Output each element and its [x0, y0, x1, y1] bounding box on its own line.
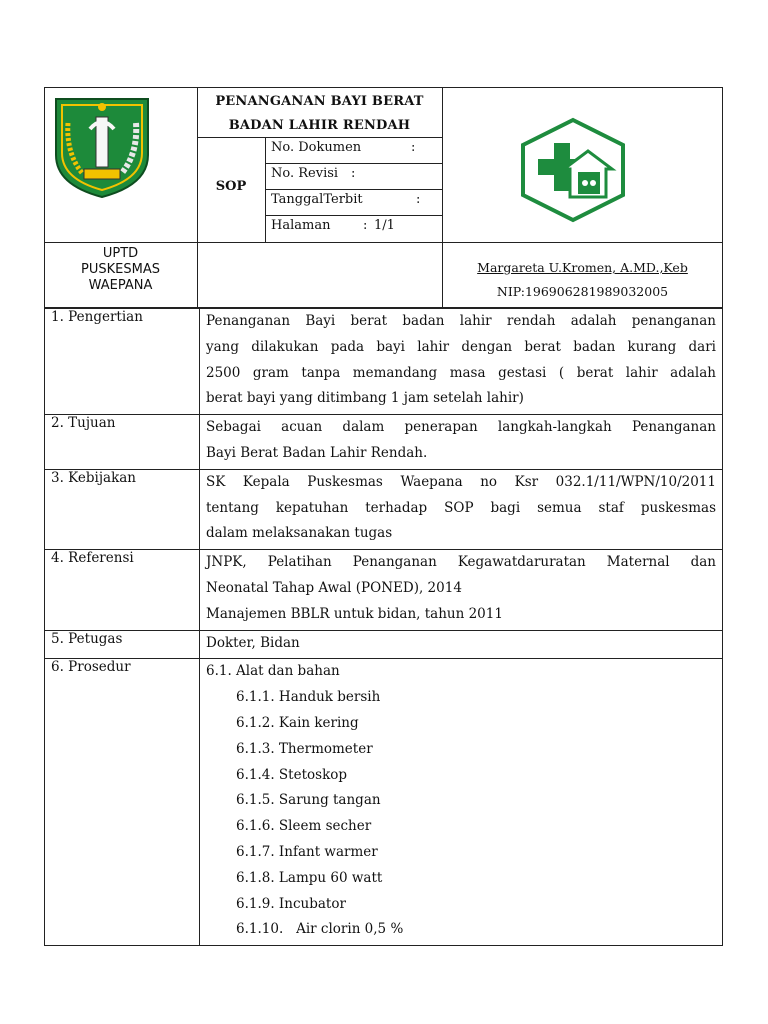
meta-no-revisi: [271, 166, 439, 181]
table-row: [45, 550, 723, 630]
unit-line-3: WAEPANA: [88, 278, 153, 293]
content-line: berat bayi yang ditimbang 1 jam setelah lahir): [206, 390, 524, 407]
meta-value: 1/1: [374, 218, 395, 233]
regency-crest-icon: [52, 93, 152, 201]
section-content: [200, 630, 723, 659]
content-line: SK Kepala Puskesmas Waepana no Ksr 032.1/11/WPN/10/2011: [206, 473, 716, 490]
table-row: [45, 309, 723, 415]
content-line: Dokter, Bidan: [206, 634, 300, 651]
meta-label: No. Revisi: [271, 166, 339, 181]
content-line: Manajemen BBLR untuk bidan, tahun 2011: [206, 605, 503, 622]
procedure-heading: 6.1. Alat dan bahan: [206, 663, 340, 680]
section-content: [200, 415, 723, 470]
table-row: [45, 469, 723, 549]
header-divider: [44, 242, 723, 243]
unit-name: [44, 246, 197, 294]
unit-line-2: PUSKESMAS: [81, 262, 160, 277]
procedure-item: 6.1.9. Incubator: [236, 895, 346, 912]
meta-sep: :: [416, 192, 421, 207]
section-label: 1. Pengertian: [45, 309, 200, 415]
signer-name: Margareta U.Kromen, A.MD.,Keb: [477, 260, 688, 275]
procedure-item: 6.1.2. Kain kering: [236, 714, 359, 731]
content-line: yang dilakukan pada bayi lahir dengan berat badan kurang dari: [206, 338, 716, 355]
content-line: JNPK, Pelatihan Penanganan Kegawatdaruratan Maternal dan: [206, 554, 716, 571]
table-row: [45, 659, 723, 946]
title-line-2: BADAN LAHIR RENDAH: [228, 118, 411, 133]
document-title: [197, 90, 442, 138]
meta-no-dokumen: [271, 140, 439, 155]
procedure-item: 6.1.5. Sarung tangan: [236, 792, 381, 809]
unit-line-1: UPTD: [102, 246, 139, 261]
meta-sep: :: [411, 140, 416, 155]
procedure-item: 6.1.10. Air clorin 0,5 %: [236, 921, 404, 938]
puskesmas-cross-icon: [520, 117, 626, 223]
sop-box-divider: [265, 137, 266, 243]
table-row: [45, 415, 723, 470]
header-border-top: [44, 87, 723, 88]
content-line: Sebagai acuan dalam penerapan langkah-langkah Penanganan: [206, 419, 716, 436]
meta-tanggal-terbit: [271, 192, 439, 207]
meta-halaman: [271, 218, 439, 233]
meta-label: Halaman: [271, 218, 331, 233]
meta-label: No. Dokumen: [271, 140, 362, 155]
section-content: [200, 550, 723, 630]
content-line: Neonatal Tahap Awal (PONED), 2014: [206, 579, 462, 596]
content-line: Bayi Berat Badan Lahir Rendah.: [206, 444, 428, 461]
section-label: 3. Kebijakan: [45, 469, 200, 549]
header-border-right: [722, 87, 723, 308]
section-label: 2. Tujuan: [45, 415, 200, 470]
sop-content-table: [44, 308, 723, 946]
content-line: 2500 gram tanpa memandang masa gestasi ( berat lahir adalah: [206, 364, 716, 381]
section-label: 5. Petugas: [45, 630, 200, 659]
title-line-1: PENANGANAN BAYI BERAT: [215, 94, 424, 109]
table-row: [45, 630, 723, 659]
section-label: 6. Prosedur: [45, 659, 200, 946]
procedure-item: 6.1.6. Sleem secher: [236, 818, 372, 835]
signer-nip: NIP:196906281989032005: [496, 284, 669, 299]
meta-row-line-3: [265, 215, 442, 216]
meta-row-line-1: [265, 163, 442, 164]
sop-label: SOP: [215, 179, 247, 194]
meta-row-line-2: [265, 189, 442, 190]
section-content: [200, 469, 723, 549]
procedure-item: 6.1.4. Stetoskop: [236, 766, 348, 783]
sop-header: [44, 87, 723, 308]
section-content: [200, 659, 723, 946]
content-line: dalam melaksanakan tugas: [206, 525, 393, 542]
procedure-item: 6.1.8. Lampu 60 watt: [236, 869, 383, 886]
meta-sep: :: [351, 166, 356, 181]
procedure-item: 6.1.7. Infant warmer: [236, 843, 378, 860]
procedure-item: 6.1.1. Handuk bersih: [236, 689, 381, 706]
meta-label: TanggalTerbit: [271, 192, 363, 207]
section-content: [200, 309, 723, 415]
content-line: Penanganan Bayi berat badan lahir rendah adalah penanganan: [206, 313, 716, 329]
content-line: tentang kepatuhan terhadap SOP bagi semua staf puskesmas: [206, 499, 716, 516]
section-label: 4. Referensi: [45, 550, 200, 630]
meta-sep: :: [363, 218, 368, 233]
procedure-item: 6.1.3. Thermometer: [236, 740, 373, 757]
